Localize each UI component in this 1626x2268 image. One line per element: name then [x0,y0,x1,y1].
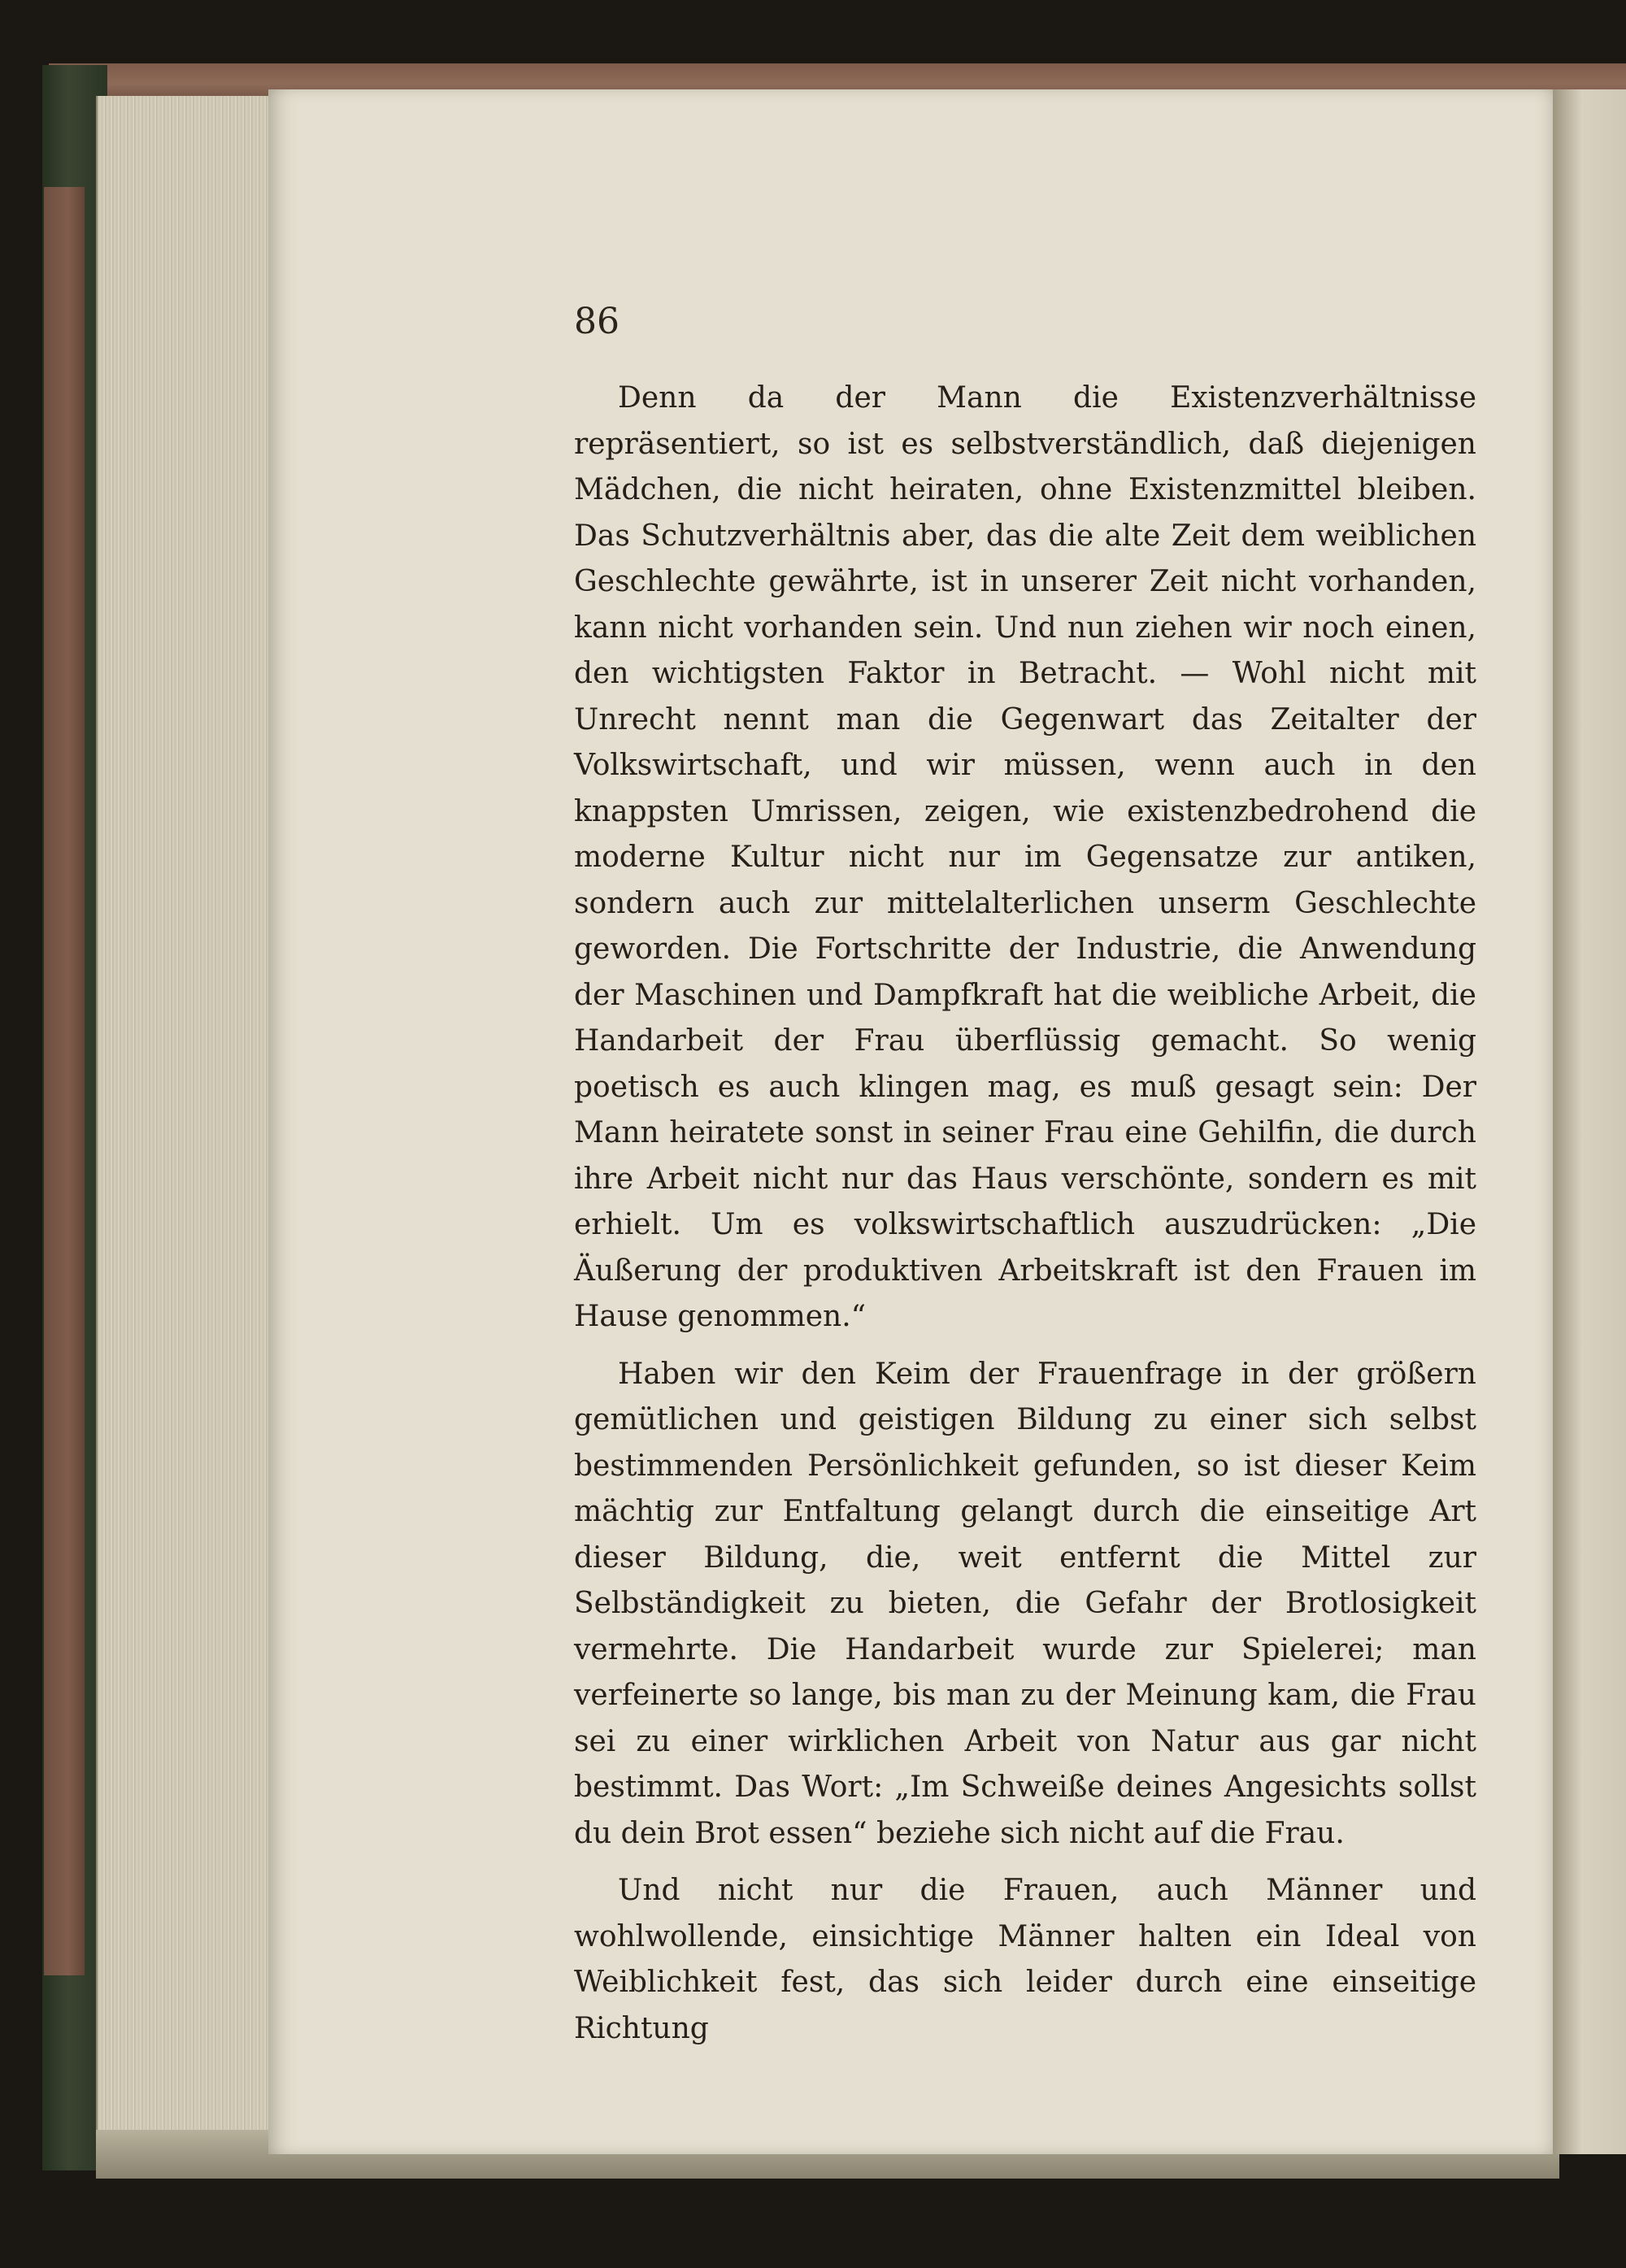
paragraph-1: Denn da der Mann die Existenzverhältnisse repräsentiert, so ist es selbstverständlich, daß diejenigen Mädchen, die nicht heiraten, ohne Existenzmittel bleiben. Das Schutzverhältnis aber, das die alte Zeit dem weiblichen Geschlechte gewährte, ist in unserer Zeit nicht vorhanden, kann nicht vorhanden sein. Und nun ziehen wir noch einen, den wichtigsten Faktor in Betracht. — Wohl nicht mit Unrecht nennt man die Gegenwart das Zeitalter der Volkswirtschaft, und wir müssen, wenn auch in den knappsten Umrissen, zeigen, wie existenzbedrohend die moderne Kultur nicht nur im Gegensatze zur antiken, sondern auch zur mittelalterlichen unserm Geschlechte geworden. Die Fortschritte der Industrie, die Anwendung der Maschinen und Dampfkraft hat die weibliche Arbeit, die Handarbeit der Frau überflüssig gemacht. So wenig poetisch es auch klingen mag, es muß gesagt sein: Der Mann heiratete sonst in seiner Frau eine Gehilfin, die durch ihre Arbeit nicht nur das Haus verschönte, sondern es mit erhielt. Um es volkswirtschaftlich auszudrücken: „Die Äußerung der produktiven Arbeitskraft ist den Frauen im Hause genommen.“ [574,381,1476,1333]
paragraph-2: Haben wir den Keim der Frauenfrage in der größern gemütlichen und geistigen Bildung zu einer sich selbst bestimmenden Persönlichkeit gefunden, so ist dieser Keim mächtig zur Entfaltung gelangt durch die einseitige Art dieser Bildung, die, weit entfernt die Mittel zur Selbständigkeit zu bieten, die Gefahr der Brotlosigkeit vermehrte. Die Handarbeit wurde zur Spielerei; man verfeinerte so lange, bis man zu der Meinung kam, die Frau sei zu einer wirklichen Arbeit von Natur aus gar nicht bestimmt. Das Wort: „Im Schweiße deines Angesichts sollst du dein Brot essen“ beziehe sich nicht auf die Frau. [574,1357,1476,1850]
book-cover-spine-edge [44,187,85,1975]
page-number: 86 [574,301,620,342]
paragraph-3: Und nicht nur die Frauen, auch Männer und wohlwollende, einsichtige Männer halten ein Ideal von Weiblichkeit fest, das sich leider durch eine einseitige Richtung [574,1874,1476,2045]
page-stack-edge [96,96,276,2169]
page-text-block [574,376,1476,2063]
facing-page-edge [1553,89,1626,2154]
